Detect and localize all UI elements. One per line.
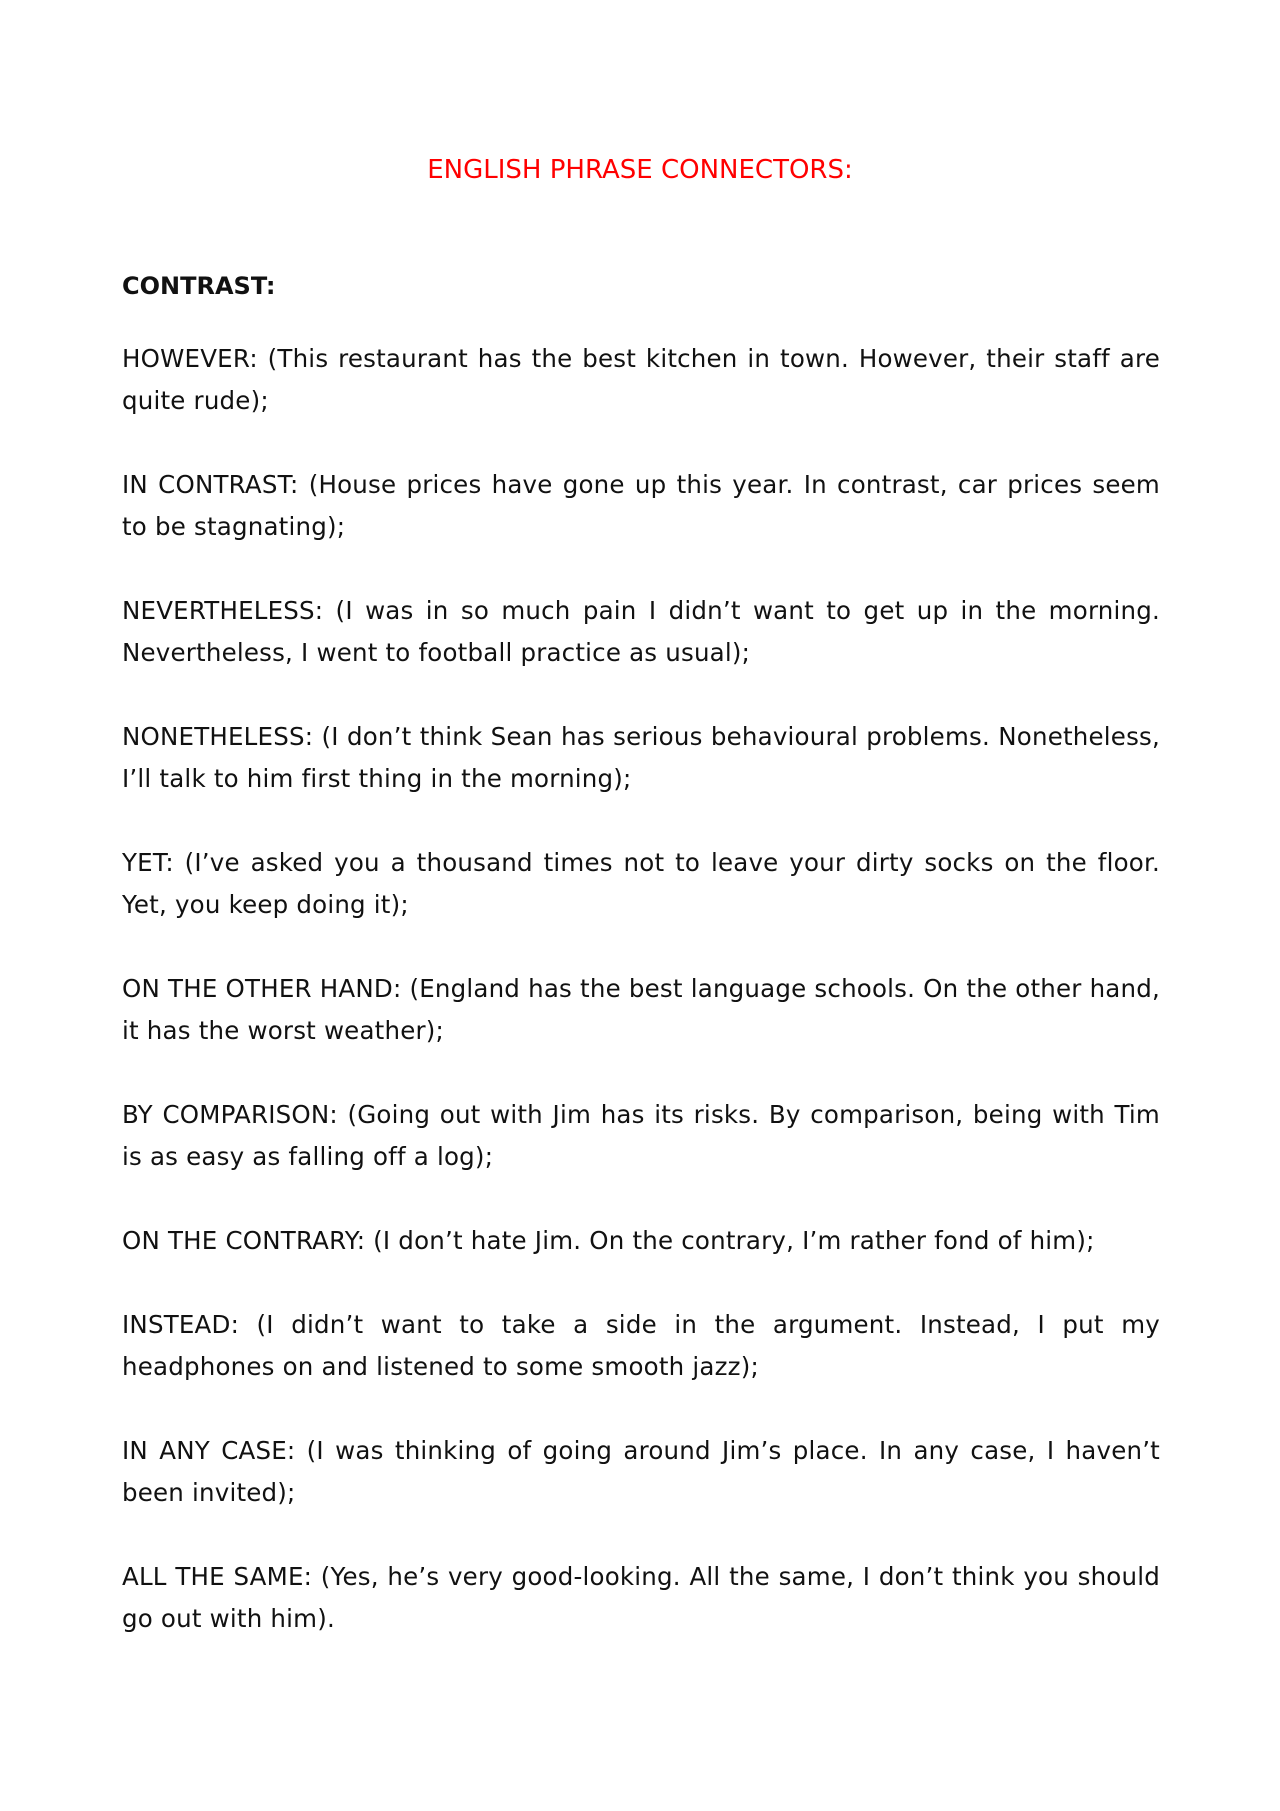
connector-nonetheless: NONETHELESS: (I don’t think Sean has serious behavioural problems. Nonetheless, I’ll talk to him first thing in the morning);: [122, 722, 1160, 793]
connector-however: HOWEVER: (This restaurant has the best kitchen in town. However, their staff are quite rude);: [122, 344, 1160, 415]
document-body: [122, 268, 1160, 1682]
connector-instead: INSTEAD: (I didn’t want to take a side in the argument. Instead, I put my headphones on and listened to some smooth jazz);: [122, 1310, 1160, 1381]
document-title: ENGLISH PHRASE CONNECTORS:: [427, 155, 853, 185]
connector-yet: YET: (I’ve asked you a thousand times not to leave your dirty socks on the floor. Yet, you keep doing it);: [122, 848, 1160, 919]
connector-by-comparison: BY COMPARISON: (Going out with Jim has its risks. By comparison, being with Tim is as easy as falling off a log);: [122, 1100, 1160, 1171]
connector-all-the-same: ALL THE SAME: (Yes, he’s very good-looking. All the same, I don’t think you should go out with him).: [122, 1562, 1160, 1633]
connector-on-the-contrary: ON THE CONTRARY: (I don’t hate Jim. On the contrary, I’m rather fond of him);: [122, 1226, 1095, 1255]
connector-in-contrast: IN CONTRAST: (House prices have gone up this year. In contrast, car prices seem to be stagnating);: [122, 470, 1160, 541]
connector-on-the-other-hand: ON THE OTHER HAND: (England has the best language schools. On the other hand, it has the worst weather);: [122, 974, 1160, 1045]
connector-in-any-case: IN ANY CASE: (I was thinking of going around Jim’s place. In any case, I haven’t been invited);: [122, 1436, 1160, 1507]
section-heading-contrast: CONTRAST:: [122, 272, 276, 300]
connector-nevertheless: NEVERTHELESS: (I was in so much pain I didn’t want to get up in the morning. Nevertheless, I went to football practice as usual);: [122, 596, 1160, 667]
